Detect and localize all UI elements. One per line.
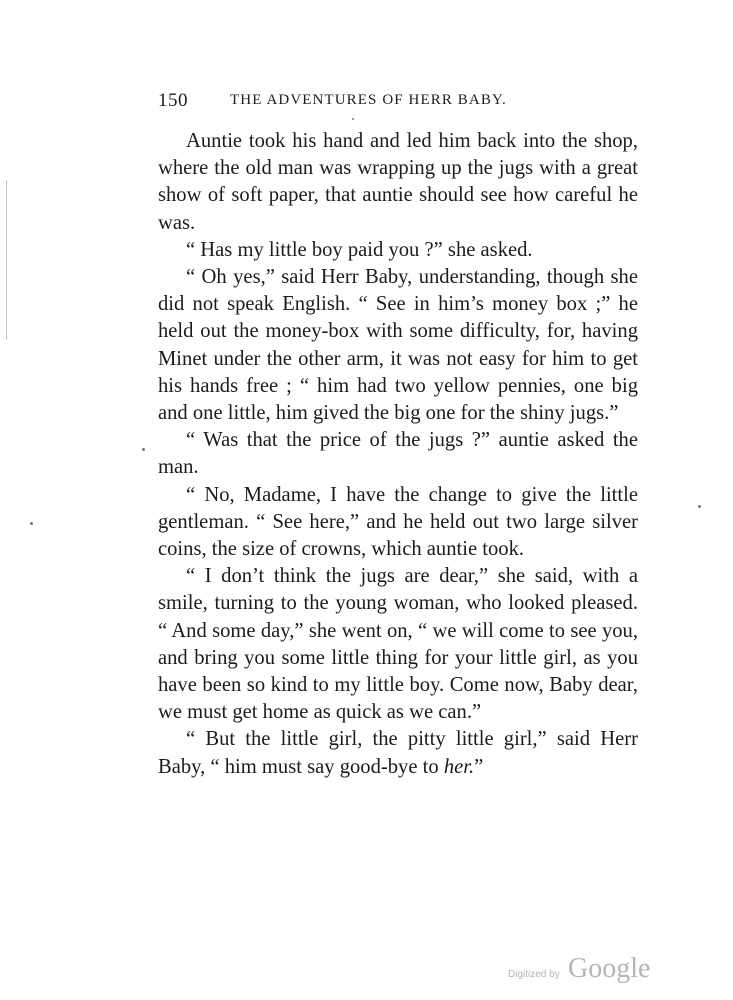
closing-quote: ” [474,755,484,778]
emphasis-text: her. [443,755,475,778]
page-number: 150 [158,90,188,111]
scan-speck [30,522,33,525]
paragraph: “ Was that the price of the jugs ?” auntie asked the man. [158,429,638,479]
scan-speck [698,505,701,508]
paragraph: “ No, Madame, I have the change to give the little gentleman. “ See here,” and he held out two large silver coins, the size of crowns, which auntie took. [158,483,638,561]
paragraph: “ Has my little boy paid you ?” she asked. [186,238,533,261]
page-edge-rule [6,180,7,340]
digitized-watermark [508,953,668,987]
last-paragraph-text: “ But the little girl, the pitty little girl,” said Herr Baby, “ him must say good-bye to [158,728,638,778]
paragraph: “ I don’t think the jugs are dear,” she said, with a smile, turning to the young woman, who looked pleased. “ And some day,” she went on, “ we will come to see you, and bring you some little thing for your little girl, as you have been so kind to my little boy. Come now, Baby dear, we must get home as quick as we can.” [158,565,638,724]
scan-speck [352,118,354,120]
last-paragraph [158,726,638,780]
scan-speck [142,448,145,451]
google-logo: Google [568,953,651,984]
running-title: THE ADVENTURES OF HERR BABY. [230,92,507,108]
body-text [158,128,638,781]
running-header [158,90,638,116]
paragraph: Auntie took his hand and led him back into the shop, where the old man was wrapping up the jugs with a great show of soft paper, that auntie should see how careful he was. [158,130,638,234]
paragraph: “ Oh yes,” said Herr Baby, understanding, though she did not speak English. “ See in him’s money box ;” he held out the money-box with some difficulty, for, having Minet under the other arm, it was not easy for him to get his hands free ; “ him had two yellow pennies, one big and one little, him gived the big one for the shiny jugs.” [158,266,638,425]
watermark-prefix: Digitized by [508,969,560,980]
